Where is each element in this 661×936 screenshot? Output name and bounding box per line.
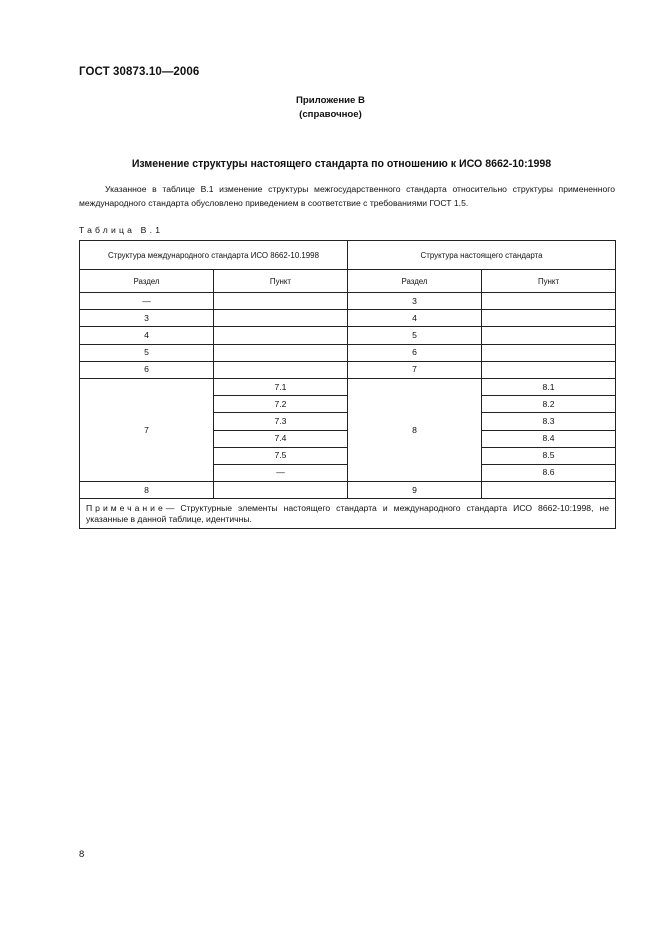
table-cell: 5 [348, 327, 482, 344]
table-group-header-row [80, 241, 616, 270]
national-item-cell: 8.5 [482, 447, 616, 464]
table-cell [214, 310, 348, 327]
national-item-cell: 8.2 [482, 396, 616, 413]
table-row [80, 344, 616, 361]
table-note [80, 499, 616, 529]
table-cell [482, 310, 616, 327]
table-sub-header-row [80, 270, 616, 293]
table-note-row [80, 499, 616, 529]
national-item-header: Пункт [482, 270, 616, 293]
annex-heading [0, 94, 661, 122]
table-cell: 5 [80, 344, 214, 361]
table-cell: 6 [348, 344, 482, 361]
page-number: 8 [79, 849, 85, 860]
table-row [80, 327, 616, 344]
annex-title: Приложение В [296, 95, 365, 106]
intl-structure-header: Структура международного стандарта ИСО 8662-10.1998 [80, 241, 348, 270]
national-item-cell: 8.4 [482, 430, 616, 447]
table-cell [482, 293, 616, 310]
section-title: Изменение структуры настоящего стандарта по отношению к ИСО 8662-10:1998 [131, 158, 552, 170]
note-label: Примечание [86, 503, 166, 514]
table-cell [482, 482, 616, 499]
intl-item-cell: 7.4 [214, 430, 348, 447]
table-cell: — [80, 293, 214, 310]
intl-item-cell: — [214, 464, 348, 481]
table-cell [214, 327, 348, 344]
annex-subtitle: (справочное) [299, 109, 362, 120]
table-cell: 4 [348, 310, 482, 327]
note-text: — Структурные элементы настоящего стандарта и международного стандарта ИСО 8662-10:1998, не указанные в данной таблице, идентичны. [86, 503, 610, 525]
table-cell: 9 [348, 482, 482, 499]
intl-item-cell: 7.5 [214, 447, 348, 464]
table-row [80, 482, 616, 499]
table-cell [482, 361, 616, 378]
table-cell [482, 344, 616, 361]
table-cell: 3 [348, 293, 482, 310]
national-structure-header: Структура настоящего стандарта [348, 241, 616, 270]
structure-table [79, 240, 616, 529]
national-item-cell: 8.6 [482, 464, 616, 481]
intl-section-header: Раздел [80, 270, 214, 293]
document-header: ГОСТ 30873.10—2006 [79, 66, 200, 78]
table-row [80, 293, 616, 310]
table-cell [214, 361, 348, 378]
table-cell [214, 482, 348, 499]
table-row [80, 378, 616, 395]
table-cell: 3 [80, 310, 214, 327]
intl-section-7-cell: 7 [80, 378, 214, 481]
table-cell [482, 327, 616, 344]
table-row [80, 310, 616, 327]
national-item-cell: 8.1 [482, 378, 616, 395]
table-caption: Таблица В.1 [79, 225, 164, 235]
table-cell: 7 [348, 361, 482, 378]
national-section-header: Раздел [348, 270, 482, 293]
table-cell [214, 293, 348, 310]
table-cell [214, 344, 348, 361]
table-cell: 8 [80, 482, 214, 499]
table-cell: 6 [80, 361, 214, 378]
national-section-8-cell: 8 [348, 378, 482, 481]
intl-item-cell: 7.1 [214, 378, 348, 395]
intro-paragraph: Указанное в таблице В.1 изменение структуры межгосударственного стандарта относительно структуры примененного международного стандарта обусловлено приведением в соответствие с требованиями ГОСТ 1.5. [79, 184, 615, 208]
intl-item-header: Пункт [214, 270, 348, 293]
table-row [80, 361, 616, 378]
table-cell: 4 [80, 327, 214, 344]
intl-item-cell: 7.2 [214, 396, 348, 413]
national-item-cell: 8.3 [482, 413, 616, 430]
intl-item-cell: 7.3 [214, 413, 348, 430]
